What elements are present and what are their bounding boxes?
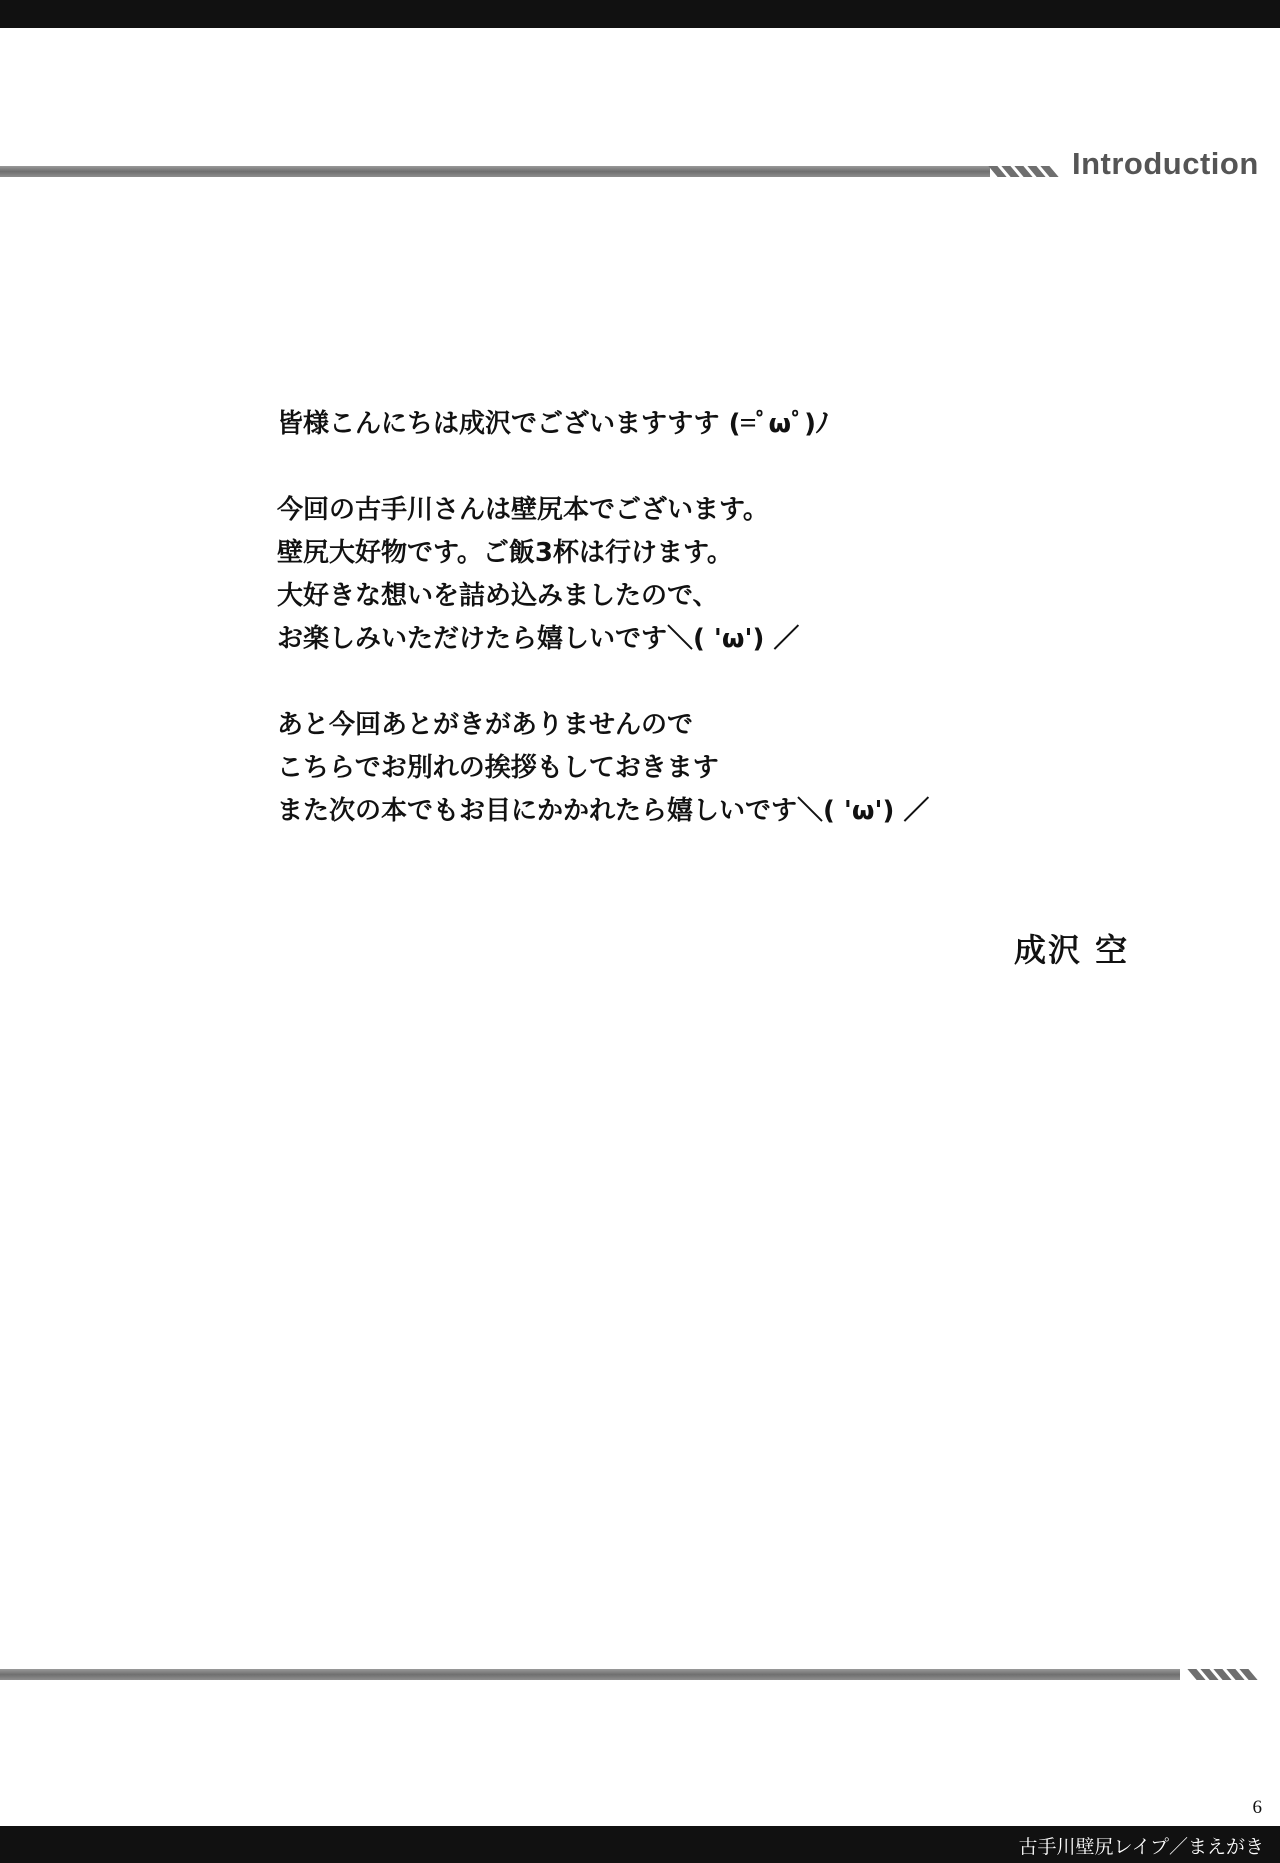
section-title: Introduction xyxy=(1072,146,1259,181)
top-black-bar xyxy=(0,0,1280,28)
header-rule xyxy=(0,166,990,177)
footer-rule xyxy=(0,1669,1180,1680)
text-line: 皆様こんにちは成沢でございますすす (=ﾟωﾟ)ﾉ xyxy=(277,409,830,439)
introduction-text xyxy=(277,403,1037,833)
footer-book-title: 古手川壁尻レイプ／まえがき xyxy=(1018,1836,1264,1858)
paragraph-greeting xyxy=(277,403,1037,446)
header-slash-ornament xyxy=(993,166,1054,177)
footer-slash-ornament xyxy=(1192,1669,1253,1680)
text-line: お楽しみいただけたら嬉しいです＼( 'ω') ／ xyxy=(277,624,800,654)
paragraph-about-book xyxy=(277,489,1037,661)
page-number: 6 xyxy=(1252,1797,1262,1818)
text-line: あと今回あとがきがありませんので xyxy=(277,710,694,740)
author-signature: 成沢 空 xyxy=(1014,931,1130,969)
paragraph-farewell xyxy=(277,704,1037,833)
text-line: また次の本でもお目にかかれたら嬉しいです＼( 'ω') ／ xyxy=(277,796,930,826)
text-line: 今回の古手川さんは壁尻本でございます。 xyxy=(277,495,769,525)
text-line: 壁尻大好物です。ご飯3杯は行けます。 xyxy=(277,538,733,568)
text-line: こちらでお別れの挨拶もしておきます xyxy=(277,753,719,783)
text-line: 大好きな想いを詰め込みましたので、 xyxy=(277,581,719,611)
